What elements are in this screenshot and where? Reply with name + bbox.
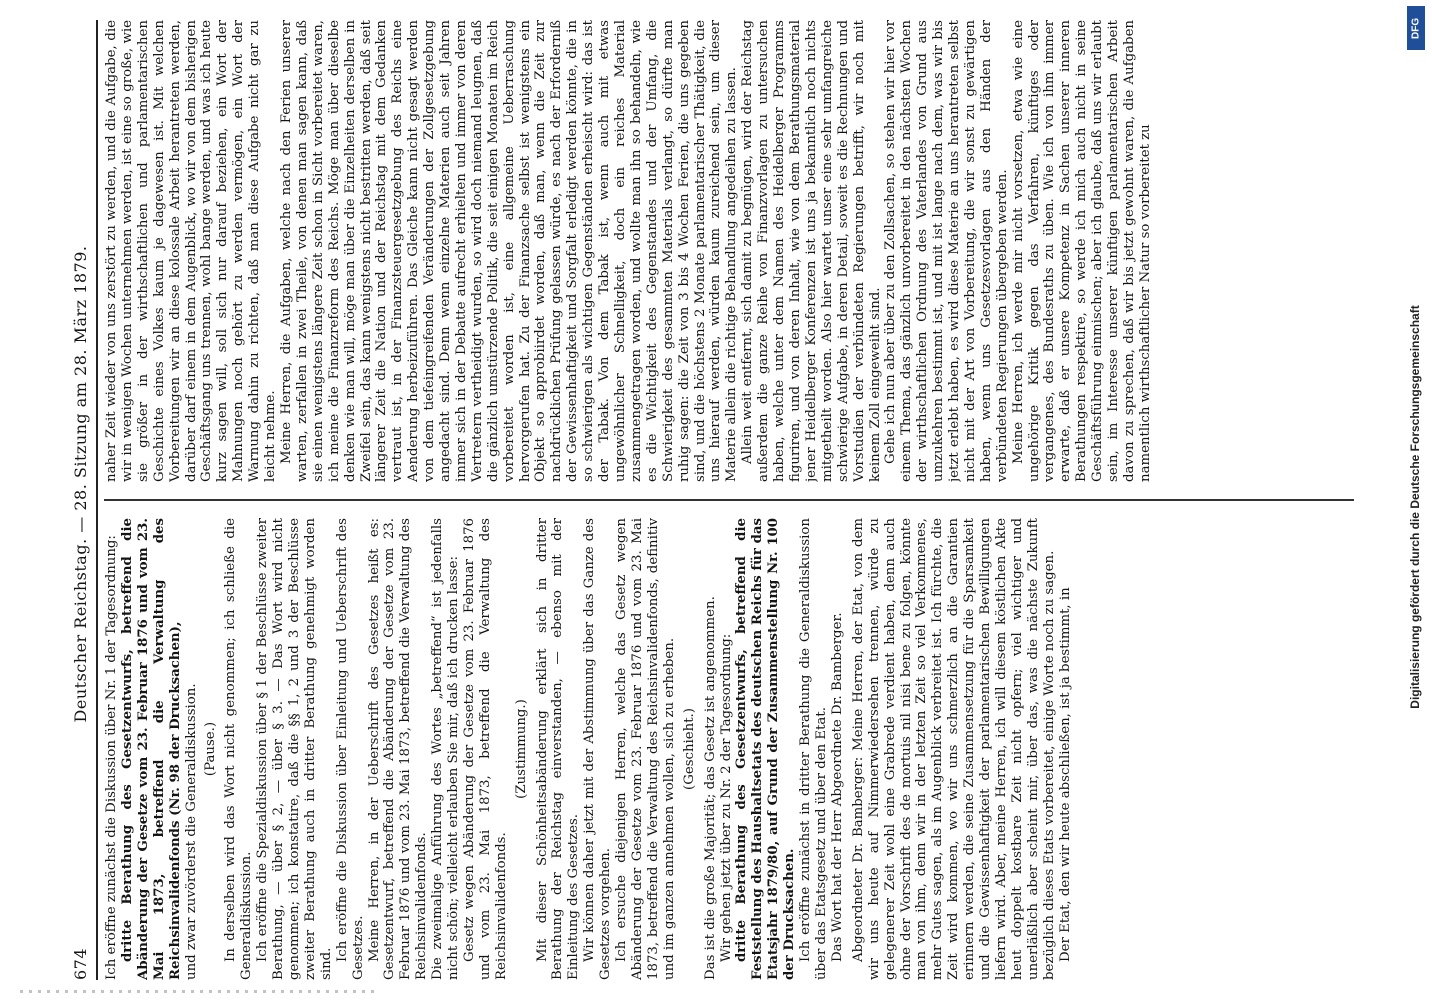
paragraph: und zwar zuvörderst die Generaldiskussion. [183,683,199,980]
dfg-logo: DFG [1407,6,1425,50]
stage-direction: (Geschieht.) [681,708,697,790]
agenda-item-1: dritte Berathung des Gesetzentwurfs, betreffend die Abänderung der Gesetze vom 23. Februar 1876 und vom 23. Mai 1873, betreffend die Verwaltung des Reichsinvalidenfonds (Nr. 98 der Drucksachen), [119,518,183,980]
paragraph: Ich ersuche diejenigen Herren, welche das Gesetz wegen Abänderung der Gesetze vom 23. Februar 1876 und vom 23. Mai 1873, betreffend die Verwaltung des Reichsinvalidenfonds, definitiv und im ganzen annehmen wollen, sich zu erheben. [614,518,677,980]
page-number: 674 [71,947,90,980]
paragraph: Das ist die große Majorität; das Gesetz ist angenommen. [702,596,718,980]
paragraph: Ich eröffne zunächst in dritter Berathung die Generaldiskussion über das Etatsgesetz und über den Etat. [798,518,829,980]
paragraph: Die zweimalige Anführung des Wortes „betreffend“ ist jedenfalls nicht schön; vielleicht erlauben Sie mir, daß ich drucken lasse: [430,518,462,980]
stage-direction: (Zustimmung.) [513,699,529,799]
speech-paragraph: Abgeordneter Dr. Bamberger: Meine Herren, der Etat, von dem wir uns heute auf Nimmerwiedersehen trennen, würde zu gelegenerer Zeit wohl eine Grabrede verdient haben, denn auch ohne der Vorschrift des de mortuis nil nisi bene zu folgen, könnte man von ihm, denn wir in der letzten Zeit so viel Verkommenes, mehr Gutes sagen, als im Augenblick verbreitet ist. Ich fürchte, die Zeit wird kommen, wo wir uns schmerzlich an die Garantien erinnern werden, die seine Zusammensetzung für die Sparsamkeit und die Gewissenhaftigkeit der parlamentarischen Bewilligungen liefern wird. Aber, meine Herren, ich will diesem köstlichen Akte heut doppelt kostbare Zeit nicht opfern; viel wichtiger und unerläßlich aber scheint mir, über das, was die nächste Zukunft bezüglich dieses Etats vorbereitet, einige Worte noch zu sagen. [850,518,1057,980]
paragraph: Wir gehen jetzt über zu Nr. 2 der Tagesordnung: [718,633,734,962]
left-column [104,518,1364,980]
digitization-credit [1400,60,1430,940]
header-rule [96,20,98,980]
column-divider [104,500,1354,502]
paragraph: Gehe ich nun aber über zu den Zollsachen, so stehen wir hier vor einem Thema, das gänzlich unvorbereitet in den nächsten Wochen der wirthschaftlichen Ordnung des Vaterlandes von Grund aus umzukehren bestimmt ist, und mit ist lange nach dem, was wir bis jetzt erlebt haben, es wird diese Materie an uns herantreten selbst nicht mit der Art von Vorbereitung, die wir sonst zu gewärtigen haben, wenn uns Gesetzesvorlagen aus den Händen der verbündeten Regierungen übergeben werden. [883,20,1010,482]
paragraph: Mit dieser Schönheitsabänderung erklärt sich in dritter Berathung der Reichstag einverstanden, — ebenso mit der Einleitung des Gesetzes. [534,518,582,980]
scan-artifact [20,990,380,993]
paragraph: Meine Herren, die Aufgaben, welche nach den Ferien unserer warten, zerfallen in zwei Theile, von denen man sagen kann, daß sie einen wenigstens längere Zeit schon in Sicht vorbereitet waren, ich meine die Finanzreform des Reichs. Möge man über dieselbe denken wie man will, möge man über die Einzelheiten derselben in Zweifel sein, das kann wenigstens nicht bestritten werden, daß seit längerer Zeit die Nation und der Reichstag mit dem Gedanken vertraut ist, in der Finanzsteuergesetzgebung des Reichs eine Aenderung herbeizuführen. Das Gleiche kann nicht gesagt werden von dem tiefeingreifenden Veränderungen der Zollgesetzgebung angedacht sind. Denn wenn einzelne Materien auch seit Jahren immer sich in der Debatte aufrecht erhielten und immer von deren Vertretern vertheidigt wurden, so wird doch niemand leugnen, daß die gänzlich umstürzende Politik, die seit einigen Monaten im Reich vorbereitet worden ist, eine allgemeine Ueberraschung hervorgerufen hat. Zu der Finanzsache selbst ist wenigstens ein Objekt so approbiirdet worden, daß man, wenn die Zeit zur nachdrücklichen Prüfung gelassen würde, es nach der Erforderniß der Gewissenhaftigkeit und Sorgfalt erledigt werden könnte, die in so schwierigen als wichtigen Gegenständen erheischt wird: das ist der Tabak. Von dem Tabak ist, wenn auch mit etwas ungewöhnlicher Schnelligkeit, doch ein reiches Material zusammengetragen worden, und wollte man ihn so behandeln, wie es die Wichtigkeit des Gegenstandes und der Umfang, die Schwierigkeit des gesammten Materials verlangt, so dürfte man ruhig sagen: die Zeit von 3 bis 4 Wochen Ferien, die uns gegeben sind, und die höchstens 2 Monate parlamentarischer Thätigkeit, die uns hierauf werden, würden kaum zureichend sein, um dieser Materie allein die richtige Behandlung angedeihen zu lassen. [278,20,740,482]
running-title: Deutscher Reichstag. — 28. Sitzung am 28. März 1879. [71,245,90,723]
paragraph: In derselben wird das Wort nicht genommen; ich schließe die Generaldiskussion. [223,518,255,980]
paragraph: Meine Herren, in der Ueberschrift des Gesetzes heißt es: Gesetzentwurf, betreffend die Abänderung der Gesetze vom 23. Februar 1876 und vom 23. Mai 1873, betreffend die Verwaltung des Reichsinvalidenfonds. [366,518,430,980]
paragraph: Allein weit entfernt, sich damit zu begnügen, wird der Reichstag außerdem die ganze Reihe von Finanzvorlagen zu untersuchen haben, welche unter dem Namen des Heidelberger Programms figuriren, und von deren Inhalt, wie von dem Berathungsmaterial jener Heidelberger Konferenzen ist uns ja bekanntlich noch nichts mitgetheilt worden. Also hier wartet unser eine sehr umfangreiche schwierige Aufgabe, in deren Detail, soweit es die Rechnungen und Vorstudien der verbündeten Regierungen betrifft, wir noch mit keinem Zoll eingeweiht sind. [740,20,883,482]
paragraph: Ich eröffne zunächst die Diskussion über Nr. 1 der Tagesordnung: [104,535,119,980]
paragraph: Ich eröffne die Diskussion über Einleitung und Ueberschrift des Gesetzes. [334,518,366,980]
paragraph: Ich eröffne die Spezialdiskussion über § 1 der Beschlüsse zweiter Berathung, — über § 2, — über § 3. — Das Wort wird nicht genommen; ich konstatire, daß die §§ 1, 2 und 3 der Beschlüsse zweiter Berathung auch in dritter Berathung genehmigt worden sind. [255,518,334,980]
page-header [56,20,90,980]
paragraph: Der Etat, den wir heute abschließen, ist ja bestimmt, in [1057,587,1073,962]
agenda-item-2: dritte Berathung des Gesetzentwurfs, betreffend die Feststellung des Haushaltsetats des deutschen Reichs für das Etatsjahr 1879/80, auf Grund der Zusammenstellung Nr. 100 der Drucksachen. [734,518,798,980]
right-column [104,20,1364,482]
credit-text: Digitalisierung gefördert durch die Deutsche Forschungsgemeinschaft [1408,305,1422,709]
paragraph: naher Zeit wieder von uns zerstört zu werden, und die Aufgabe, die wir in wenigen Wochen unternehmen werden, ist eine so große, wie sie größer in der wirthschaftlichen und parlamentarischen Geschichte eines Volkes kaum je dagewesen ist. Mit welchen Vorbereitungen wir an diese kolossale Arbeit herantreten werden, darüber darf einem in dem Augenblick, wo wir von dem bisherigen Geschäftsgang uns trennen, wohl bange werden, und was ich heute kurz sagen will, soll sich nur darauf beziehen, ein Wort der Mahnungen noch gehört zu werden vermögen, ein Wort der Warnung dahin zu richten, daß man diese Aufgabe nicht gar zu leicht nehme. [104,20,279,482]
stage-direction: (Pause.) [203,721,219,777]
paragraph: Meine Herren, ich werde mir nicht vorsetzen, etwa wie eine ungehörige Kritik gegen das Verfahren, künftiges oder vergangenes, des Bundesraths zu üben. Wie ich von ihm immer erwarte, daß er unsere Kompetenz in Sachen unserer inneren Berathungen respektire, so werde ich mich auch nicht in seine Geschäftsführung einmischen; aber ich glaube, daß uns wir erlaubt sein, im Interesse unserer künftigen parlamentarischen Arbeit davon zu sprechen, daß wir bis jetzt gewohnt waren, die Aufgaben namentlich wirthschaftlicher Natur so vorbereitet zu [1010,20,1153,482]
paragraph: Das Wort hat der Herr Abgeordnete Dr. Bamberger. [829,612,845,962]
paragraph: Wir können daher jetzt mit der Abstimmung über das Ganze des Gesetzes vorgehen. [582,518,614,980]
paragraph: Gesetz wegen Abänderung der Gesetze vom 23. Februar 1876 und vom 23. Mai 1873, betreffend die Verwaltung des Reichsinvalidenfonds. [461,518,509,980]
rotated-document-page [56,20,1376,980]
